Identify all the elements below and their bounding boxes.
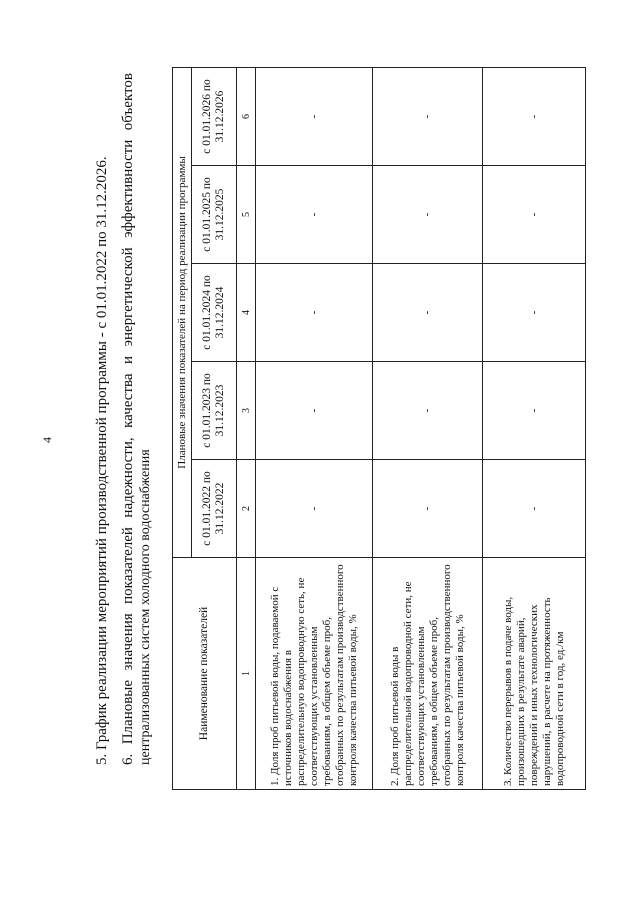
section-6-heading-line-1: 6. Плановые значения показателей надежности, качества и энергетической эффективности объектов: [120, 73, 136, 765]
section-6-heading-line-2: централизованных систем холодного водоснабжения: [138, 449, 153, 765]
indicator-name: 2. Доля проб питьевой воды в распределительной водопроводной сети, не соответствующих установленным требованиям, в общем объеме проб, отобранных по результатам производственного контроля качества питьевой воды, %: [373, 558, 483, 790]
table-row: [483, 67, 586, 789]
indicator-value: -: [373, 264, 483, 362]
indicator-value: -: [373, 362, 483, 460]
column-number-row: [237, 67, 256, 789]
period-header: с 01.01.2024 по 31.12.2024: [192, 264, 237, 362]
indicator-value: -: [373, 67, 483, 165]
indicator-value: -: [256, 460, 373, 558]
period-header: с 01.01.2022 по 31.12.2022: [192, 460, 237, 558]
section-6-heading: [120, 73, 154, 765]
period-header: с 01.01.2023 по 31.12.2023: [192, 362, 237, 460]
column-number: 4: [237, 264, 256, 362]
column-number: 2: [237, 460, 256, 558]
period-header: с 01.01.2026 по 31.12.2026: [192, 67, 237, 165]
indicator-value: -: [373, 460, 483, 558]
indicator-value: -: [483, 460, 586, 558]
indicator-value: -: [483, 166, 586, 264]
column-number: 1: [237, 558, 256, 790]
column-number: 6: [237, 67, 256, 165]
column-number: 5: [237, 166, 256, 264]
page-number: 4: [40, 437, 54, 443]
indicator-value: -: [483, 362, 586, 460]
period-header: с 01.01.2025 по 31.12.2025: [192, 166, 237, 264]
column-number: 3: [237, 362, 256, 460]
indicator-value: -: [483, 264, 586, 362]
indicator-value: -: [256, 362, 373, 460]
indicator-value: -: [483, 67, 586, 165]
indicator-value: -: [373, 166, 483, 264]
name-column-header: Наименование показателей: [173, 558, 237, 790]
indicator-value: -: [256, 166, 373, 264]
indicator-value: -: [256, 264, 373, 362]
indicator-value: -: [256, 67, 373, 165]
table-row: [373, 67, 483, 789]
indicator-name: 1. Доля проб питьевой воды, подаваемой с источников водоснабжения в распределительную водопроводную сеть, не соответствующих установленным требованиям, в общем объеме проб, отобранных по результатам производственного контроля качества питьевой воды, %: [256, 558, 373, 790]
indicators-table: [172, 67, 586, 790]
section-5-heading: 5. График реализации мероприятий производственной программы - с 01.01.2022 по 31.12.2026.: [94, 156, 110, 765]
planned-values-group-header: Плановые значения показателей на период реализации программы: [173, 67, 192, 557]
indicator-name: 3. Количество перерывов в подаче воды, произошедших в результате аварий, повреждений и иных технологических нарушений, в расчете на протяженность водопроводной сети в год, ед./км: [483, 558, 586, 790]
table-row: [256, 67, 373, 789]
